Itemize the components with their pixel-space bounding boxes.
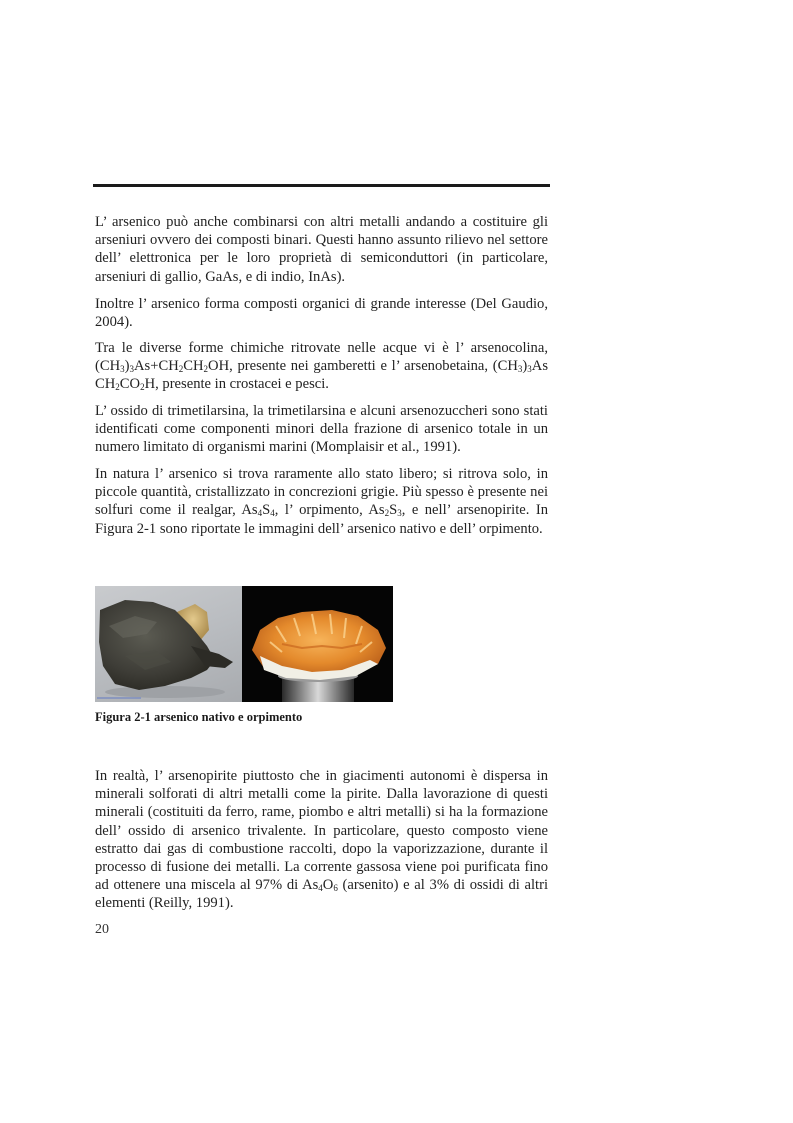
paragraph-organic-compounds: Inoltre l’ arsenico forma composti organici di grande interesse (Del Gaudio, 2004). <box>95 296 548 331</box>
paragraph-chemical-forms: Tra le diverse forme chimiche ritrovate nelle acque vi è l’ arsenocolina, $(CH_3)_3As+CH_2CH_2OH$, presente nei gamberetti e l’ arsenobetaina, $(CH_3)_3As$ $CH_2CO_2H$, presente in crostacei e pesci. <box>95 340 548 393</box>
page-number: 20 <box>95 922 109 937</box>
header-rule <box>93 184 550 187</box>
paragraph-natural-occurrence: In natura l’ arsenico si trova raramente allo stato libero; si ritrova solo, in piccole quantità, cristallizzato in concrezioni grigie. Più spesso è presente nei solfuri come il realgar, $As_4S_4$, l’ orpimento, $As_2S_3$, e nell’ arsenopirite. In Figura 2-1 sono riportate le immagini dell’ arsenico nativo e dell’ orpimento. <box>95 466 548 537</box>
paragraph-arsenopirite: In realtà, l’ arsenopirite piuttosto che in giacimenti autonomi è dispersa in minerali solforati di altri metalli come la pirite. Dalla lavorazione di questi minerali (costituiti da ferro, rame, piombo e altri metalli) si ha la formazione dell’ ossido di arsenico trivalente. In particolare, questo composto viene estratto dai gas di combustione raccolti, dopo la vaporizzazione, durante il processo di fusione dei metalli. La corrente gassosa viene poi purificata fino ad ottenere una miscela al 97% di $As_4O_6$ (arsenito) e al 3% di ossidi di altri elementi (Reilly, 1991). <box>95 768 549 912</box>
paragraph-arseniuri: L’ arsenico può anche combinarsi con altri metalli andando a costituire gli arseniuri ovvero dei composti binari. Questi hanno assunto rilievo nel settore dell’ elettronica per le loro proprietà di semiconduttori (in particolare, arseniuri di gallio, GaAs, e di indio, InAs). <box>95 214 548 285</box>
orpiment-photo <box>242 586 393 702</box>
native-arsenic-rock <box>95 586 242 702</box>
orpiment-crystal <box>242 586 393 702</box>
paragraph-trimetilarsina: L’ ossido di trimetilarsina, la trimetilarsina e alcuni arsenozuccheri sono stati identificati come componenti minori della frazione di arsenico totale in un numero limitato di organismi marini (Momplaisir et al., 1991). <box>95 403 548 456</box>
figure-caption: Figura 2-1 arsenico nativo e orpimento <box>95 710 303 724</box>
native-arsenic-photo <box>95 586 242 702</box>
figure-2-1 <box>95 586 393 702</box>
